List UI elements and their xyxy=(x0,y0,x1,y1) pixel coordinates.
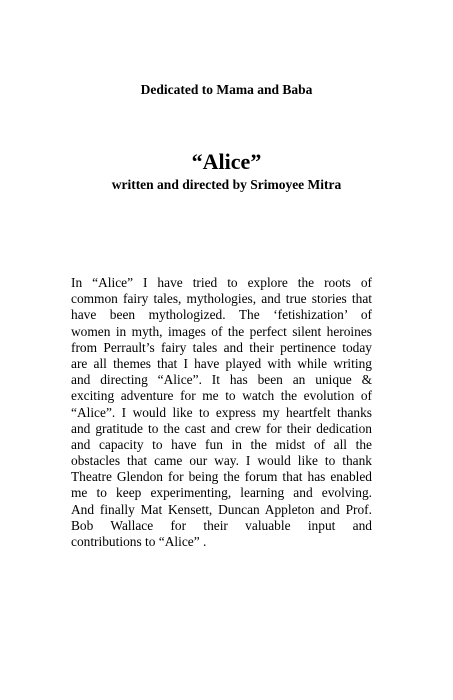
paragraph-line: and capacity to have fun in the midst of all the xyxy=(71,436,372,452)
paragraph-line: exciting adventure for me to watch the evolution of xyxy=(71,388,372,404)
paragraph-line: Bob Wallace for their valuable input and xyxy=(71,517,372,533)
paragraph-line: are all themes that I have played with while writing xyxy=(71,355,372,371)
paragraph-line: women in myth, images of the perfect silent heroines xyxy=(71,323,372,339)
credit-subtitle: written and directed by Srimoyee Mitra xyxy=(111,177,342,192)
paragraph-line: Theatre Glendon for being the forum that has enabled xyxy=(71,469,372,485)
paragraph-line: and directing “Alice”. It has been an unique & xyxy=(71,372,372,388)
paragraph-line: contributions to “Alice” . xyxy=(71,534,207,549)
paragraph-line: In “Alice” I have tried to explore the roots of xyxy=(71,275,372,290)
paragraph-line: And finally Mat Kensett, Duncan Appleton and Prof. xyxy=(71,501,372,517)
paragraph-line: from Perrault’s fairy tales and their pertinence today xyxy=(71,339,372,355)
paragraph-line: me to keep experimenting, learning and evolving. xyxy=(71,485,372,501)
paragraph-line: common fairy tales, mythologies, and true stories that xyxy=(71,291,372,307)
paragraph-line: and gratitude to the cast and crew for their dedication xyxy=(71,420,372,436)
dedication-line: Dedicated to Mama and Baba xyxy=(140,82,313,97)
paragraph-line: have been mythologized. The ‘fetishization’ of xyxy=(71,307,372,323)
page-title: “Alice” xyxy=(191,149,262,174)
director-note xyxy=(71,275,372,550)
paragraph-line: obstacles that came our way. I would like to thank xyxy=(71,453,372,469)
paragraph-line: “Alice”. I would like to express my heartfelt thanks xyxy=(71,404,372,420)
